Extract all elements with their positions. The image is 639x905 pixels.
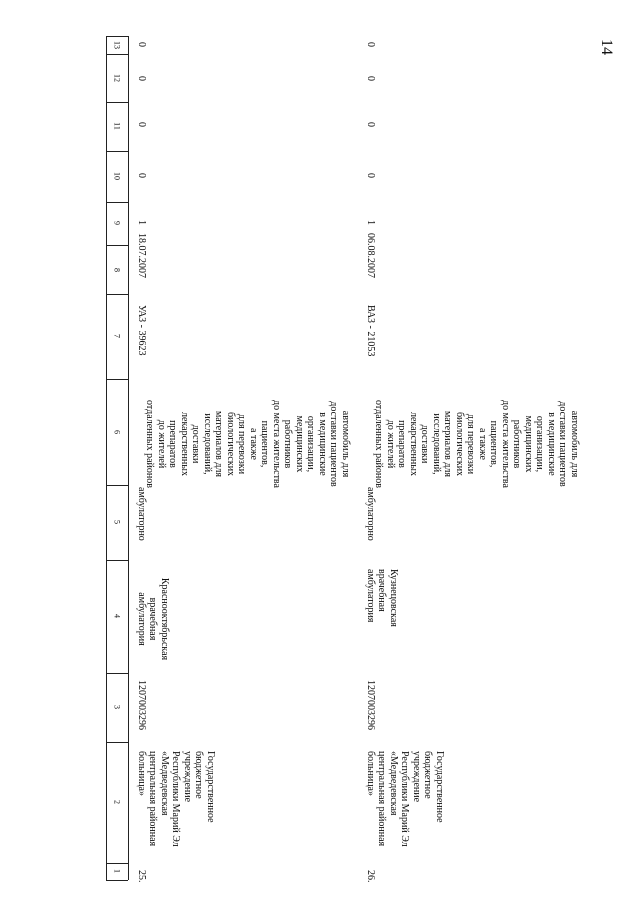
- cell-col10: 0: [136, 173, 147, 178]
- cell-purpose: автомобиль для доставки пациентов в медицинские организации, медицинских работников до места жительства пациентов, а также для перевозки биологических материалов для исследований, доставки лекарственных препаратов до жителей отдаленных районов: [373, 400, 580, 488]
- cell-num: 25.: [136, 870, 147, 883]
- page-number: 14: [598, 39, 615, 55]
- cell-unit: Кузнецовская врачебная амбулатория: [365, 569, 399, 627]
- cell-col13: 0: [365, 42, 376, 47]
- col-header-2: 2: [112, 800, 122, 804]
- cell-date: 06.08.2007: [365, 233, 376, 278]
- col-header-9: 9: [112, 221, 122, 225]
- col-header-7: 7: [112, 334, 122, 338]
- cell-org: Государственное бюджетное учреждение Республики Марий Эл «Медведевская центральная районная больница»: [365, 751, 445, 847]
- col-header-12: 12: [112, 74, 122, 82]
- col-header-1: 1: [112, 869, 122, 873]
- cell-type: амбулаторно: [365, 487, 376, 541]
- cell-col12: 0: [365, 76, 376, 81]
- cell-unit: Краснооктябрьская врачебная амбулатория: [136, 577, 170, 661]
- col-header-5: 5: [112, 520, 122, 524]
- cell-model: УАЗ - 39623: [136, 305, 147, 356]
- col-header-11: 11: [112, 122, 122, 130]
- cell-date: 18.07.2007: [136, 233, 147, 278]
- cell-inn: 1207003296: [365, 680, 376, 730]
- cell-inn: 1207003296: [136, 680, 147, 730]
- cell-num: 26.: [365, 870, 376, 883]
- col-header-4: 4: [112, 614, 122, 618]
- cell-col11: 0: [136, 122, 147, 127]
- col-header-13: 13: [112, 41, 122, 49]
- col-header-3: 3: [112, 705, 122, 709]
- cell-purpose: автомобиль для доставки пациентов в медицинские организации, медицинских работников до места жительства пациентов, а также для перевозки биологических материалов для исследований, доставки лекарственных препаратов до жителей отдаленных районов: [144, 400, 351, 488]
- cell-col11: 0: [365, 122, 376, 127]
- cell-type: амбулаторно: [136, 487, 147, 541]
- cell-col9: 1: [136, 220, 147, 225]
- cell-org: Государственное бюджетное учреждение Республики Марий Эл «Медведевская центральная районная больница»: [136, 751, 216, 847]
- col-header-6: 6: [112, 430, 122, 434]
- cell-col12: 0: [136, 76, 147, 81]
- col-header-10: 10: [112, 172, 122, 180]
- cell-col10: 0: [365, 173, 376, 178]
- cell-model: ВАЗ - 21053: [365, 305, 376, 357]
- cell-col9: 1: [365, 220, 376, 225]
- cell-col13: 0: [136, 42, 147, 47]
- col-header-8: 8: [112, 268, 122, 272]
